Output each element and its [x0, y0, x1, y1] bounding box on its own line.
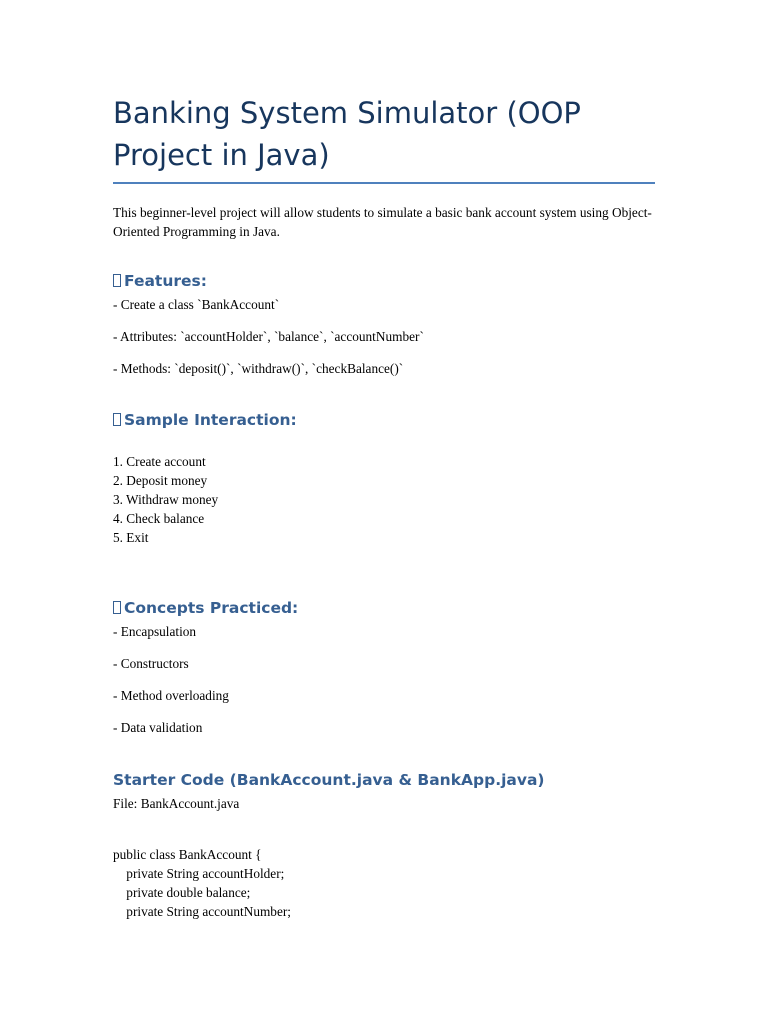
missing-glyph-icon	[113, 601, 121, 614]
list-item: 4. Check balance	[113, 511, 205, 526]
intro-paragraph: This beginner-level project will allow students to simulate a basic bank account system using Object-Oriented Programming in Java.	[113, 205, 652, 239]
missing-glyph-icon	[113, 274, 121, 287]
list-item: 3. Withdraw money	[113, 492, 219, 507]
list-item: 5. Exit	[113, 530, 149, 545]
list-item: - Create a class `BankAccount`	[113, 297, 280, 312]
list-item: - Method overloading	[113, 688, 229, 703]
code-line: private String accountHolder;	[113, 866, 285, 881]
list-item: 1. Create account	[113, 454, 206, 469]
code-block	[113, 845, 655, 921]
concepts-heading-text: Concepts Practiced:	[124, 599, 299, 617]
page-title: Banking System Simulator (OOP Project in Java)	[113, 92, 655, 184]
code-line: private double balance;	[113, 885, 251, 900]
sample-interaction-heading	[113, 410, 655, 430]
missing-glyph-icon	[113, 413, 121, 426]
list-item: 2. Deposit money	[113, 473, 208, 488]
list-item: - Methods: `deposit()`, `withdraw()`, `checkBalance()`	[113, 361, 404, 376]
features-heading	[113, 271, 655, 291]
list-item: - Constructors	[113, 656, 189, 671]
sample-heading-text: Sample Interaction:	[124, 411, 297, 429]
starter-code-heading: Starter Code (BankAccount.java & BankApp.java)	[113, 771, 545, 789]
code-line: private String accountNumber;	[113, 904, 291, 919]
file-label: File: BankAccount.java	[113, 796, 240, 811]
code-line: public class BankAccount {	[113, 847, 262, 862]
concepts-heading	[113, 598, 655, 618]
features-heading-text: Features:	[124, 272, 207, 290]
list-item: - Attributes: `accountHolder`, `balance`, `accountNumber`	[113, 329, 424, 344]
document-page	[113, 92, 655, 921]
list-item: - Encapsulation	[113, 624, 197, 639]
list-item: - Data validation	[113, 720, 203, 735]
